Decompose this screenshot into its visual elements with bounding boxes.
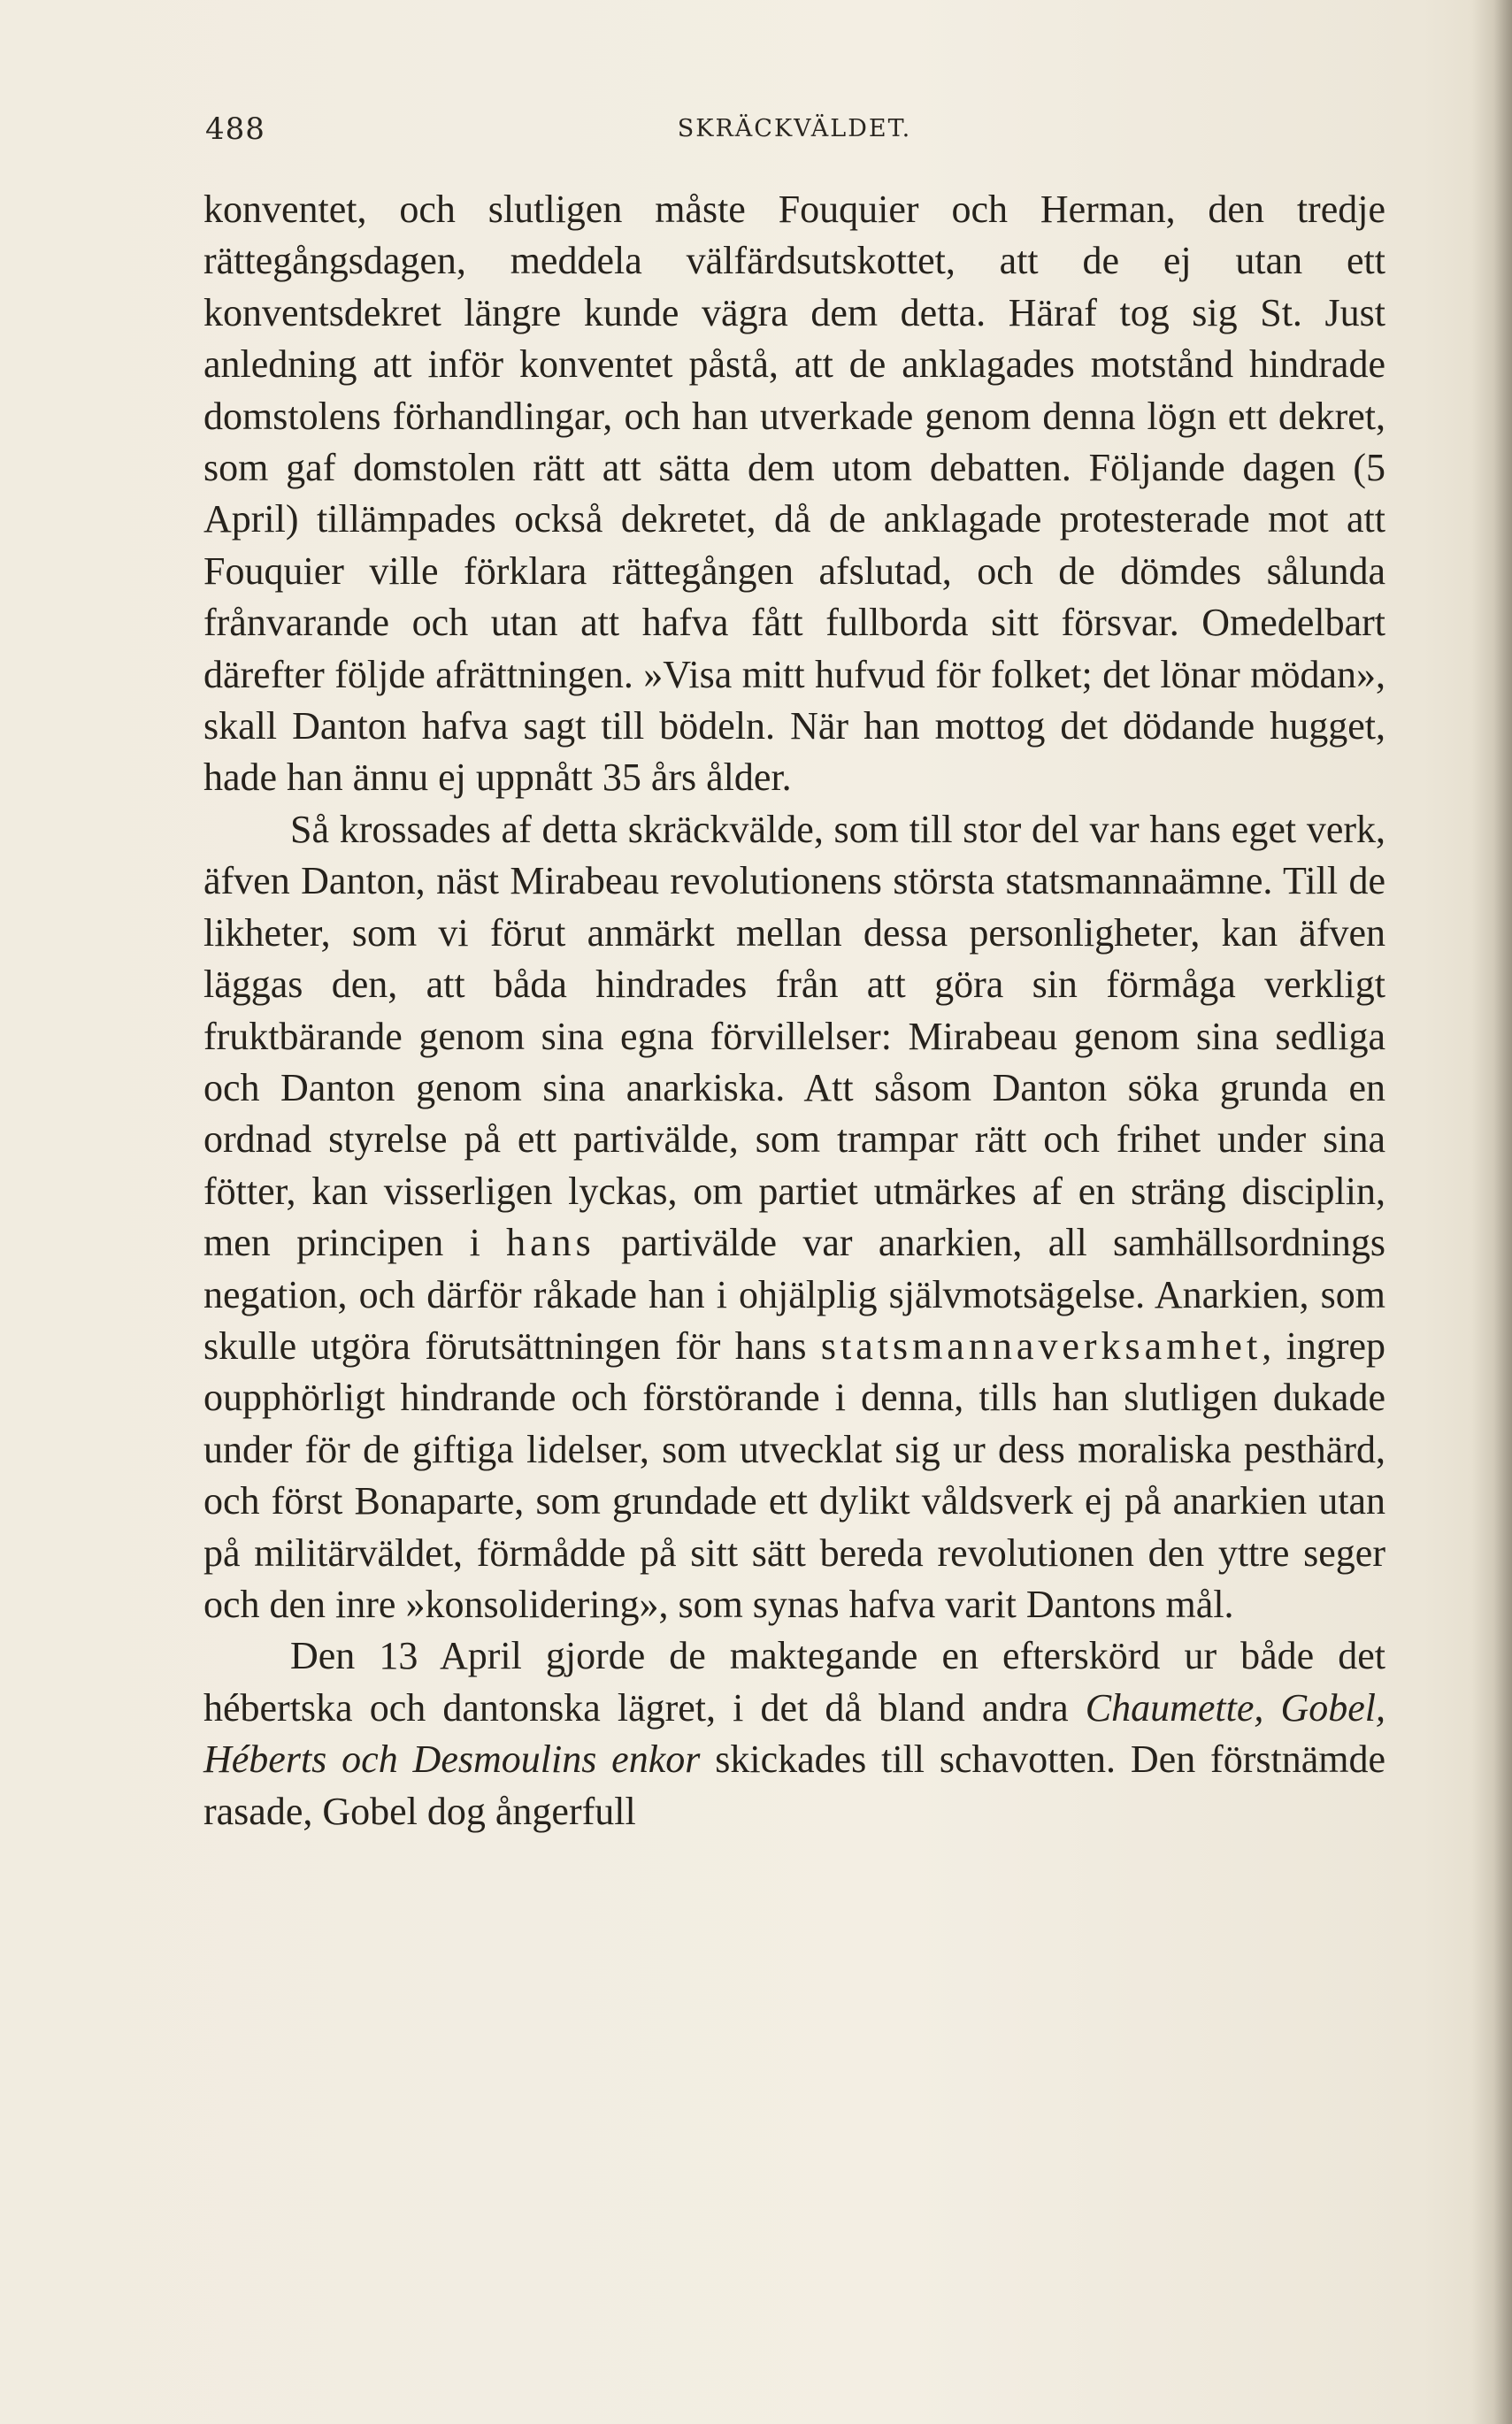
paragraph-2-text-1: Så krossades af detta skräckvälde, som till stor del var hans eget verk, äfven Danton, näst Mirabeau revolutionens största statsmannaämne. Till de likheter, som vi förut anmärkt mellan dessa personligheter, kan äfven läggas den, att båda hindrades från att göra sin förmåga verkligt fruktbärande genom sina egna förvillelser: Mirabeau genom sina sedliga och Danton genom sina anarkiska. Att såsom Danton söka grunda en ordnad styrelse på ett partivälde, som trampar rätt och frihet under sina fötter, kan visserligen lyckas, om partiet utmärkes af en sträng disciplin, men principen i bbox=[203, 807, 1385, 1265]
paragraph-2-spaced-2: statsmannaverksamhet bbox=[820, 1323, 1263, 1368]
paragraph-2-spaced-1: hans bbox=[506, 1221, 595, 1265]
body-text bbox=[203, 184, 1385, 1837]
paragraph-2-text-3: , ingrep oupphörligt hindrande och förstörande i denna, tills han slutligen dukade under för de giftiga lidelser, som utvecklat sig ur dess moraliska pesthärd, och först Bonaparte, som grundade ett dylikt våldsverk ej på anarkien utan på militärväldet, förmådde på sitt sätt bereda revolutionen den yttre seger och den inre »konsolidering», som synas hafva varit Dantons mål. bbox=[203, 1323, 1385, 1626]
paragraph-1-text: konventet, och slutligen måste Fouquier och Herman, den tredje rättegångsdagen, meddela välfärdsutskottet, att de ej utan ett konventsdekret längre kunde vägra dem detta. Häraf tog sig St. Just anledning att inför konventet påstå, att de anklagades motstånd hindrade domstolens förhandlingar, och han utverkade genom denna lögn ett dekret, som gaf domstolen rätt att sätta dem utom debatten. Följande dagen (5 April) tillämpades också dekretet, då de anklagade protesterade mot att Fouquier ville förklara rättegången afslutad, och de dömdes sålunda frånvarande och utan att hafva fått fullborda sitt försvar. Omedelbart därefter följde afrättningen. »Visa mitt hufvud för folket; det lönar mödan», skall Danton hafva sagt till bödeln. När han mottog det dödande hugget, hade han ännu ej uppnått 35 års ålder. bbox=[203, 188, 1385, 800]
paragraph-1 bbox=[203, 184, 1385, 804]
paragraph-2 bbox=[203, 804, 1385, 1631]
page-number: 488 bbox=[205, 111, 265, 147]
page-edge-shadow bbox=[1471, 0, 1512, 2424]
paragraph-3-text-2: skickades till schavotten. Den förstnämde rasade, Gobel dog ångerfull bbox=[203, 1737, 1385, 1833]
paragraph-3-text-1: Den 13 April gjorde de maktegande en efterskörd ur både det hébertska och dantonska lägret, i det då bland andra bbox=[203, 1634, 1385, 1730]
paragraph-3 bbox=[203, 1630, 1385, 1837]
running-head: SKRÄCKVÄLDET. bbox=[677, 115, 912, 142]
paragraph-3-italic: Chaumette, Gobel, Héberts och Desmoulins enkor bbox=[203, 1685, 1385, 1782]
paragraph-2-text-2: partivälde var anarkien, all samhällsordnings negation, och därför råkade han i ohjälplig självmotsägelse. Anarkien, som skulle utgöra förutsättningen för hans bbox=[203, 1221, 1385, 1368]
page-header bbox=[205, 111, 1384, 157]
